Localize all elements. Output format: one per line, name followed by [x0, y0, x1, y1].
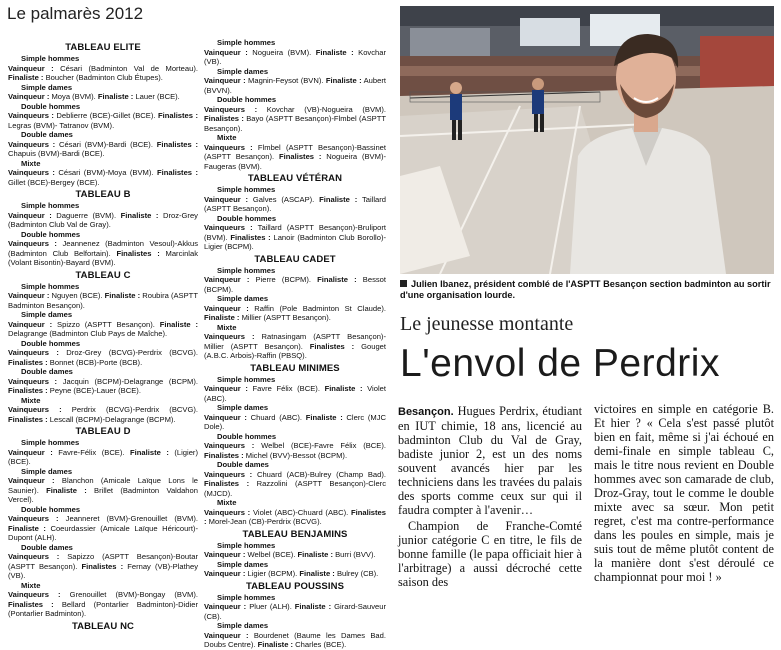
category-subheading: Double dames: [21, 542, 73, 552]
result-names: Raffin (Pole Badminton St Claude).: [248, 303, 386, 313]
result-names: Césari (Badminton Val de Morteau).: [53, 63, 198, 73]
category-subheading: Double hommes: [217, 95, 277, 104]
result-entry: [204, 275, 386, 294]
result-label: Vainqueur :: [8, 476, 55, 485]
result-label: Vainqueurs :: [8, 514, 59, 523]
result-entry: [8, 239, 198, 268]
result-label: Vainqueur :: [8, 291, 50, 300]
category-subheading: Double hommes: [21, 338, 81, 348]
result-label: Finaliste :: [130, 447, 169, 457]
result-entry: [204, 441, 386, 460]
result-names: Nogueira (BVM)-Faugeras (BVM).: [204, 152, 386, 171]
category-subheading: Double hommes: [21, 101, 81, 111]
result-label: Finalistes :: [204, 507, 386, 526]
result-label: Finaliste :: [294, 602, 332, 611]
category-subheading: Simple hommes: [217, 265, 276, 275]
result-label: Finalistes :: [157, 111, 199, 120]
result-entry: [8, 348, 198, 367]
result-entry: [204, 48, 386, 67]
result-entry: [8, 552, 198, 581]
result-label: Vainqueurs :: [204, 142, 253, 152]
result-label: Vainqueur :: [8, 92, 50, 101]
caption-text: Julien Ibanez, président comblé de l'ASPTT Besançon section badminton au sortir d'une organisation lourde.: [400, 279, 771, 300]
tableau-title: TABLEAU BENJAMINS: [242, 528, 348, 540]
result-label: Vainqueurs :: [8, 111, 54, 120]
result-names: Pluer (ALH).: [246, 602, 295, 611]
result-label: Finaliste :: [317, 275, 357, 284]
result-label: Vainqueurs :: [204, 441, 255, 450]
result-label: Finaliste :: [299, 569, 335, 578]
result-names: Flmbel (ASPTT Besançon)-Bassinet (ASPTT Besançon).: [204, 142, 387, 161]
result-names: Fernay (VB)-Plathey (VB).: [8, 561, 198, 580]
article-paragraph-3: victoires en simple en catégorie B. Et hier ? « Cela s'est passé plutôt bien en fait, même si j'ai échoué en demi-finale en simple tableau C, mais le titre nous revient en Double hommes avec son camarade de club, Droz-Gray, tout le comme le double mixte avec sa sœur. Mon petit regret, c'est ma contre-performance dans les poules en simple, mais je suis tout de même plutôt content de la manière dont s'est déroulé ce championnat pour moi ! »: [594, 402, 774, 584]
result-label: Finalistes :: [8, 599, 54, 609]
category-subheading: Mixte: [21, 395, 41, 405]
result-names: Nguyen (BCE).: [49, 291, 105, 300]
result-label: Vainqueur :: [204, 550, 246, 559]
result-names: Moya (BVM).: [49, 92, 98, 101]
result-entry: [204, 631, 386, 650]
result-names: Clerc (MJC Dole).: [204, 412, 386, 431]
category-subheading: Simple dames: [21, 310, 73, 319]
category-subheading: Simple hommes: [21, 281, 80, 291]
result-names: Lescall (BCPM)-Delagrange (BCPM).: [47, 414, 176, 424]
result-entry: [8, 514, 198, 543]
result-label: Finalistes :: [8, 414, 48, 424]
result-entry: [8, 377, 198, 396]
result-label: Finaliste :: [315, 47, 354, 57]
result-label: Finaliste :: [159, 319, 198, 329]
result-label: Vainqueurs :: [8, 376, 58, 386]
photo-caption: [400, 279, 774, 301]
result-names: Césari (BVM)-Moya (BVM).: [54, 168, 157, 177]
result-entry: [204, 304, 386, 323]
result-label: Finaliste :: [324, 384, 363, 393]
result-names: Césari (BVM)-Bardi (BCE).: [55, 139, 157, 149]
result-names: Lauer (BCE).: [133, 92, 180, 101]
result-entry: [8, 168, 198, 187]
caption-bullet: [400, 280, 407, 287]
result-names: Ligier (BCPM).: [245, 569, 300, 578]
result-entry: [204, 76, 386, 95]
result-names: Grenouillet (BVM)-Bongay (BVM).: [60, 590, 198, 599]
results-column-2: [204, 38, 386, 650]
tableau-title: TABLEAU NC: [71, 620, 135, 632]
category-subheading: Double hommes: [21, 229, 81, 239]
result-entry: [8, 320, 198, 339]
result-names: Daguerre (BVM).: [51, 210, 121, 220]
category-subheading: Mixte: [21, 580, 41, 590]
result-names: Chapuis (BVM)-Bardi (BCE).: [8, 149, 105, 158]
result-label: Vainqueur :: [204, 569, 246, 578]
result-names: Coeurdassier (Amicale Laïque Héricourt)-Dupont (ALH).: [8, 523, 198, 542]
tableau-title: TABLEAU C: [75, 269, 131, 281]
result-entry: [204, 332, 386, 361]
result-names: Kovchar (VB)-Nogueira (BVM).: [257, 104, 386, 114]
category-subheading: Double dames: [21, 130, 73, 139]
result-entry: [204, 195, 386, 214]
result-label: Finalistes :: [279, 152, 322, 161]
result-label: Vainqueur :: [204, 47, 248, 57]
result-label: Vainqueurs :: [8, 552, 60, 561]
palmares-title: Le palmarès 2012: [7, 4, 144, 23]
category-subheading: Simple hommes: [217, 185, 276, 194]
result-entry: [204, 413, 386, 432]
result-names: Jeannenez (Badminton Vesoul)-Akkus (Badminton Club Belfortain).: [8, 239, 198, 258]
result-names: Violet (ABC).: [204, 384, 386, 403]
result-names: Jacquin (BCPM)-Delagrange (BCPM).: [57, 376, 198, 386]
result-entry: [204, 143, 386, 172]
result-names: Legras (BVM)- Tatranov (BVM).: [8, 120, 115, 130]
tableau-title: TABLEAU D: [75, 426, 131, 437]
result-entry: [8, 590, 198, 619]
category-subheading: Double hommes: [21, 504, 81, 514]
result-names: Aubert (BVVN).: [204, 76, 386, 95]
result-label: Vainqueurs :: [8, 239, 57, 248]
article-paragraph-1: [398, 404, 582, 517]
result-label: Vainqueurs :: [204, 223, 253, 232]
result-names: Deblierre (BCE)-Gillet (BCE).: [53, 111, 158, 120]
result-label: Finalistes :: [116, 248, 160, 258]
result-names: Charles (BCE).: [293, 640, 347, 649]
result-label: Finalistes :: [204, 479, 250, 488]
category-subheading: Simple hommes: [21, 201, 80, 210]
result-names: Lanoir (Badminton Club Borollo)-Ligier (BCPM).: [204, 232, 387, 251]
category-subheading: Simple hommes: [21, 438, 80, 447]
result-label: Vainqueur :: [8, 63, 54, 73]
result-entry: [204, 105, 386, 134]
result-entry: [204, 550, 386, 560]
result-entry: [204, 470, 386, 499]
result-label: Finaliste :: [46, 485, 87, 495]
result-names: Michel (BVV)-Bessot (BCPM).: [243, 450, 348, 460]
category-subheading: Mixte: [217, 498, 237, 507]
tableau-title: TABLEAU VÉTÉRAN: [247, 173, 343, 184]
result-names: Sapizzo (ASPTT Besançon)-Boutar (ASPTT Besançon).: [8, 552, 198, 571]
result-label: Vainqueur :: [204, 412, 247, 422]
result-entry: [204, 223, 386, 252]
result-label: Finalistes :: [230, 232, 271, 242]
result-label: Vainqueur :: [204, 194, 249, 204]
result-names: Razzolini (ASPTT Besançon)-Clerc (MJCD).: [204, 479, 386, 498]
result-label: Finalistes :: [156, 139, 199, 149]
result-label: Finaliste :: [8, 73, 44, 82]
result-label: Vainqueur :: [8, 210, 52, 220]
result-names: Morel-Jean (CB)-Perdrix (BCVG).: [206, 517, 322, 526]
result-label: Finaliste :: [97, 92, 134, 101]
result-names: Magnin-Feysot (BVN).: [245, 76, 326, 85]
result-label: Vainqueurs :: [8, 405, 62, 414]
article-body-column-2: [594, 402, 774, 584]
result-names: (Ligier) (BCE).: [8, 447, 198, 466]
tableau-title: TABLEAU ELITE: [65, 42, 141, 53]
result-names: Welbel (BCE)-Favre Félix (BCE).: [254, 441, 386, 450]
result-names: Roubira (ASPTT Badminton Besançon).: [8, 291, 198, 310]
category-subheading: Double hommes: [217, 213, 277, 223]
result-names: Welbel (BCE).: [245, 550, 298, 559]
result-names: Bayo (ASPTT Besançon)-Flmbel (ASPTT Besançon).: [204, 114, 386, 133]
tableau-title: TABLEAU POUSSINS: [245, 580, 344, 592]
result-names: Bulrey (CB).: [334, 569, 379, 578]
result-label: Finaliste :: [257, 640, 294, 649]
result-label: Vainqueur :: [204, 602, 247, 611]
result-label: Finalistes :: [204, 450, 244, 460]
category-subheading: Simple dames: [217, 66, 269, 76]
result-label: Finalistes :: [156, 168, 199, 177]
result-names: Bellard (Pontarlier Badminton)-Didier (Pontarlier Badminton).: [8, 599, 198, 618]
result-label: Vainqueurs :: [8, 348, 59, 357]
category-subheading: Double dames: [217, 460, 269, 469]
result-names: Perdrix (BCVG)-Perdrix (BCVG).: [61, 405, 198, 414]
article-p1-text: Hugues Perdrix, étudiant en IUT chimie, 18 ans, licencié au badminton Club du Val de Gray, badiste junior 2, est un des noms souvent avancés hier par les techniciens dans les travées du palais des sports comme ceux sur qui il faudra compter à l'avenir…: [398, 404, 582, 517]
result-names: Droz-Grey (BCVG)-Perdrix (BCVG).: [58, 348, 198, 357]
result-entry: [204, 384, 386, 403]
result-names: Taillard (ASPTT Besançon)-Bruliport (BVM).: [204, 223, 386, 242]
result-names: Spizzo (ASPTT Besançon).: [52, 319, 160, 329]
result-names: Brillet (Badminton Valdahon Vercel).: [8, 485, 198, 504]
result-label: Finaliste :: [319, 194, 358, 204]
result-names: Ratnasingam (ASPTT Besançon)-Millier (ASPTT Besançon).: [204, 332, 386, 351]
tableau-title: TABLEAU MINIMES: [250, 362, 340, 374]
category-subheading: Simple dames: [217, 294, 269, 303]
result-label: Vainqueurs :: [204, 104, 258, 114]
results-column-1: [8, 40, 198, 633]
result-names: Millier (ASPTT Besançon).: [239, 313, 331, 322]
result-names: Droz-Grey (Badminton Club Val de Gray).: [8, 210, 198, 229]
article-body-column-1: [398, 404, 582, 589]
tableau-title: TABLEAU B: [75, 189, 131, 200]
category-subheading: Mixte: [21, 158, 41, 168]
result-label: Finaliste :: [120, 210, 159, 220]
category-subheading: Mixte: [217, 322, 237, 332]
result-label: Vainqueurs :: [8, 590, 61, 599]
result-entry: [8, 448, 198, 467]
article-kicker: Le jeunesse montante: [400, 313, 574, 335]
result-label: Finalistes :: [204, 114, 244, 123]
result-names: Jeanneret (BVM)-Grenouillet (BVM).: [58, 514, 198, 523]
result-label: Finaliste :: [8, 523, 46, 533]
result-names: Pierre (BCPM).: [249, 275, 318, 284]
result-label: Vainqueur :: [8, 447, 53, 457]
result-names: Bessot (BCPM).: [204, 275, 387, 294]
result-names: Peyne (BCE)-Lauer (BCE).: [47, 386, 141, 395]
result-label: Vainqueur :: [204, 630, 249, 640]
result-entry: [8, 92, 198, 102]
category-subheading: Simple hommes: [217, 540, 276, 550]
result-label: Vainqueurs :: [8, 168, 55, 177]
result-label: Finalistes :: [81, 561, 124, 571]
category-subheading: Simple hommes: [217, 38, 276, 47]
article-headline: L'envol de Perdrix: [400, 342, 720, 385]
result-names: Gouget (A.B.C. Arbois)-Raffin (PBSQ).: [204, 341, 386, 360]
category-subheading: Simple dames: [21, 466, 73, 476]
result-names: Boucher (Badminton Club Étupes).: [43, 73, 163, 82]
result-names: Chuard (ACB)-Bulrey (Champ Bad).: [252, 469, 386, 479]
result-label: Finaliste :: [297, 550, 333, 559]
result-label: Finaliste :: [104, 291, 141, 300]
badminton-photo: [400, 6, 774, 274]
result-names: Girard-Sauveur (CB).: [204, 602, 386, 621]
result-label: Vainqueur :: [204, 275, 250, 284]
result-label: Vainqueur :: [204, 76, 246, 85]
result-entry: [8, 405, 198, 424]
result-label: Vainqueurs :: [204, 507, 251, 517]
result-entry: [8, 211, 198, 230]
result-entry: [8, 111, 198, 130]
result-label: Vainqueur :: [204, 303, 249, 313]
result-names: Kovchar (VB).: [204, 47, 386, 66]
result-names: Bonnet (BCB)-Porte (BCB).: [47, 357, 143, 367]
result-label: Vainqueur :: [204, 384, 248, 393]
category-subheading: Simple dames: [217, 559, 269, 569]
result-names: Gillet (BCE)-Bergey (BCE).: [8, 177, 100, 187]
result-entry: [204, 508, 386, 527]
result-label: Finalistes :: [8, 386, 48, 395]
result-entry: [8, 64, 198, 83]
result-names: Marcinlak (Volant Bisontin)-Bayard (BVM).: [8, 248, 198, 267]
category-subheading: Double dames: [21, 367, 73, 376]
tableau-title: TABLEAU CADET: [254, 253, 336, 265]
result-label: Finalistes :: [8, 357, 48, 367]
result-entry: [8, 140, 198, 159]
category-subheading: Mixte: [217, 133, 237, 142]
article-paragraph-2: Champion de Franche-Comté junior catégorie C en titre, le fils de bonne famille (le papa officiait hier à l'arbitrage) a aussi décroché cette saison des: [398, 519, 582, 589]
category-subheading: Simple dames: [217, 621, 269, 630]
category-subheading: Simple hommes: [217, 374, 276, 384]
result-names: Galves (ASCAP).: [248, 194, 320, 204]
result-names: Violet (ABC)-Chuard (ABC).: [250, 507, 351, 517]
result-names: Chuard (ABC).: [246, 412, 306, 422]
category-subheading: Simple dames: [21, 82, 73, 92]
result-names: Burri (BVV).: [333, 550, 376, 559]
result-names: Blanchon (Amicale Laïque Lons le Saunier).: [8, 476, 199, 495]
result-entry: [8, 291, 198, 310]
result-label: Vainqueurs :: [204, 332, 255, 341]
result-label: Vainqueur :: [8, 319, 53, 329]
category-subheading: Double hommes: [217, 431, 277, 441]
result-label: Vainqueurs :: [8, 139, 56, 149]
result-label: Finaliste :: [325, 76, 362, 85]
result-names: Delagrange (Badminton Club Pays de Maîche).: [8, 329, 168, 338]
category-subheading: Simple hommes: [21, 54, 80, 63]
result-label: Vainqueurs :: [204, 469, 253, 479]
result-entry: [8, 476, 198, 505]
result-label: Finalistes :: [309, 341, 355, 351]
article-dateline: Besançon.: [398, 406, 454, 418]
result-names: Favre Félix (BCE).: [247, 384, 325, 393]
photo-illustration: [400, 6, 774, 274]
result-names: Taillard (ASPTT Besançon).: [204, 194, 387, 213]
result-names: Favre-Félix (BCE).: [52, 447, 131, 457]
result-entry: [204, 602, 386, 621]
result-names: Nogueira (BVM).: [247, 47, 316, 57]
result-label: Finaliste :: [204, 313, 240, 322]
category-subheading: Simple dames: [217, 403, 269, 412]
result-label: Finaliste :: [305, 412, 343, 422]
result-names: Bourdenet (Baume les Dames Bad. Doubs Centre).: [204, 630, 386, 649]
result-entry: [204, 569, 386, 579]
category-subheading: Simple hommes: [217, 592, 276, 602]
